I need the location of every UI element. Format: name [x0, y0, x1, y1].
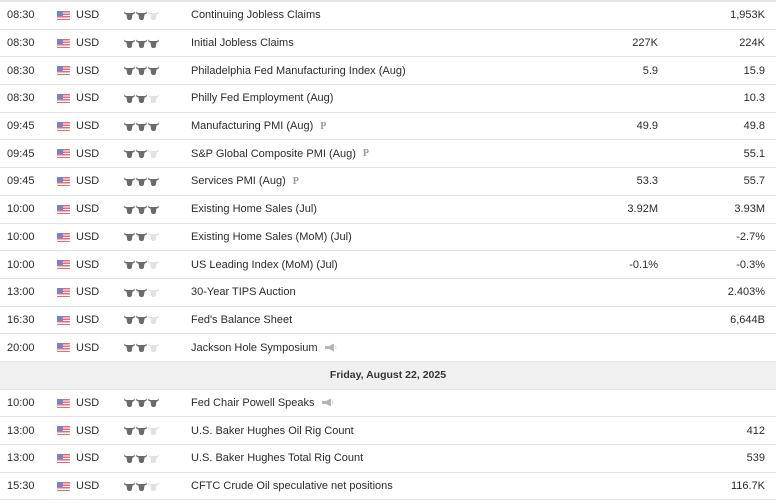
importance-rating	[124, 2, 159, 29]
event-name[interactable]: US Leading Index (MoM) (Jul)	[191, 258, 338, 271]
importance-rating	[124, 168, 159, 195]
bull-icon	[148, 343, 159, 352]
date-header-row	[0, 362, 776, 390]
event-previous: 55.7	[743, 175, 765, 188]
bull-icon	[136, 11, 147, 20]
us-flag-icon	[57, 260, 70, 269]
event-previous: 3.93M	[734, 203, 765, 216]
event-name-cell[interactable]	[191, 279, 296, 306]
event-name-cell[interactable]	[191, 196, 317, 223]
preliminary-tag-icon: P	[362, 148, 369, 160]
event-name[interactable]: Existing Home Sales (Jul)	[191, 203, 317, 216]
event-currency: USD	[76, 341, 100, 354]
bull-icon	[136, 288, 147, 297]
event-name[interactable]: Philly Fed Employment (Aug)	[191, 92, 334, 105]
event-previous: 10.3	[743, 92, 765, 105]
bull-icon	[148, 482, 159, 491]
event-row[interactable]	[0, 30, 776, 58]
event-previous: 2.403%	[727, 286, 765, 299]
event-forecast: 49.9	[636, 120, 658, 133]
event-row[interactable]	[0, 85, 776, 113]
bull-icon	[136, 39, 147, 48]
event-time: 13:00	[7, 424, 35, 437]
event-currency: USD	[76, 203, 100, 216]
bull-icon	[136, 66, 147, 75]
event-time: 08:30	[7, 37, 35, 50]
event-currency: USD	[76, 258, 100, 271]
event-previous: -2.7%	[736, 230, 765, 243]
importance-rating	[124, 113, 159, 140]
bull-icon	[124, 122, 135, 131]
event-name[interactable]: U.S. Baker Hughes Oil Rig Count	[191, 424, 354, 437]
event-name[interactable]: Existing Home Sales (MoM) (Jul)	[191, 230, 352, 243]
event-currency: USD	[76, 286, 100, 299]
event-name-cell[interactable]	[191, 2, 321, 29]
bull-icon	[148, 454, 159, 463]
bull-icon	[148, 398, 159, 407]
bull-icon	[124, 482, 135, 491]
bull-icon	[124, 11, 135, 20]
bull-icon	[136, 232, 147, 241]
event-time: 10:00	[7, 396, 35, 409]
bull-icon	[148, 232, 159, 241]
event-forecast: 227K	[632, 37, 658, 50]
importance-rating	[124, 473, 159, 500]
importance-rating	[124, 251, 159, 278]
event-row[interactable]	[0, 473, 776, 501]
event-forecast: 3.92M	[627, 203, 658, 216]
event-name-cell[interactable]	[191, 334, 338, 361]
event-name[interactable]: Fed Chair Powell Speaks	[191, 396, 315, 409]
bull-icon	[136, 149, 147, 158]
event-currency: USD	[76, 396, 100, 409]
us-flag-icon	[57, 343, 70, 352]
event-name[interactable]: Initial Jobless Claims	[191, 37, 294, 50]
importance-rating	[124, 57, 159, 84]
bull-icon	[124, 315, 135, 324]
us-flag-icon	[57, 122, 70, 131]
event-time: 20:00	[7, 341, 35, 354]
bull-icon	[124, 398, 135, 407]
bull-icon	[148, 315, 159, 324]
importance-rating	[124, 307, 159, 334]
bull-icon	[136, 343, 147, 352]
event-previous: 116.7K	[730, 480, 765, 493]
event-row[interactable]	[0, 196, 776, 224]
event-previous: 55.1	[743, 147, 765, 160]
preliminary-tag-icon: P	[320, 120, 327, 132]
bull-icon	[148, 426, 159, 435]
events-group-friday	[0, 390, 776, 501]
event-row[interactable]	[0, 224, 776, 252]
preliminary-tag-icon: P	[292, 175, 299, 187]
speech-megaphone-icon	[321, 398, 335, 407]
bull-icon	[148, 11, 159, 20]
event-name-cell[interactable]	[191, 30, 294, 57]
event-row[interactable]	[0, 57, 776, 85]
event-name[interactable]: Continuing Jobless Claims	[191, 9, 321, 22]
bull-icon	[148, 205, 159, 214]
events-group-thursday	[0, 2, 776, 362]
event-name[interactable]: 30-Year TIPS Auction	[191, 286, 296, 299]
event-currency: USD	[76, 64, 100, 77]
event-row[interactable]	[0, 251, 776, 279]
bull-icon	[148, 288, 159, 297]
event-name[interactable]: S&P Global Composite PMI (Aug)	[191, 147, 356, 160]
event-name-cell[interactable]	[191, 57, 406, 84]
event-time: 13:00	[7, 286, 35, 299]
us-flag-icon	[57, 66, 70, 75]
bull-icon	[136, 482, 147, 491]
bull-icon	[136, 205, 147, 214]
importance-rating	[124, 224, 159, 251]
event-row[interactable]	[0, 168, 776, 196]
event-time: 09:45	[7, 175, 35, 188]
date-header-label: Friday, August 22, 2025	[329, 369, 447, 382]
event-previous: 224K	[739, 37, 765, 50]
importance-rating	[124, 30, 159, 57]
event-name-cell[interactable]	[191, 140, 369, 167]
bull-icon	[148, 122, 159, 131]
bull-icon	[136, 122, 147, 131]
us-flag-icon	[57, 177, 70, 186]
event-row[interactable]	[0, 140, 776, 168]
bull-icon	[148, 39, 159, 48]
event-row[interactable]	[0, 113, 776, 141]
bull-icon	[124, 288, 135, 297]
event-forecast: 5.9	[642, 64, 658, 77]
event-name-cell[interactable]	[191, 473, 393, 500]
importance-rating	[124, 196, 159, 223]
event-name-cell[interactable]	[191, 445, 363, 472]
importance-rating	[124, 334, 159, 361]
bull-icon	[124, 149, 135, 158]
bull-icon	[148, 149, 159, 158]
bull-icon	[148, 94, 159, 103]
event-currency: USD	[76, 92, 100, 105]
bull-icon	[124, 66, 135, 75]
bull-icon	[136, 315, 147, 324]
us-flag-icon	[57, 233, 70, 242]
us-flag-icon	[57, 399, 70, 408]
us-flag-icon	[57, 149, 70, 158]
bull-icon	[136, 177, 147, 186]
event-currency: USD	[76, 313, 100, 326]
event-time: 09:45	[7, 147, 35, 160]
event-currency: USD	[76, 120, 100, 133]
bull-icon	[124, 39, 135, 48]
us-flag-icon	[57, 288, 70, 297]
event-previous: 49.8	[743, 120, 765, 133]
event-previous: -0.3%	[736, 258, 765, 271]
bull-icon	[148, 260, 159, 269]
event-previous: 412	[746, 424, 765, 437]
event-time: 08:30	[7, 64, 35, 77]
event-currency: USD	[76, 9, 100, 22]
bull-icon	[124, 343, 135, 352]
event-time: 15:30	[7, 480, 35, 493]
event-previous: 6,644B	[730, 313, 765, 326]
event-row[interactable]	[0, 279, 776, 307]
event-time: 08:30	[7, 9, 35, 22]
event-previous: 1,953K	[730, 9, 765, 22]
us-flag-icon	[57, 482, 70, 491]
importance-rating	[124, 279, 159, 306]
bull-icon	[124, 426, 135, 435]
speech-megaphone-icon	[324, 343, 338, 352]
bull-icon	[124, 454, 135, 463]
bull-icon	[136, 260, 147, 269]
event-forecast: 53.3	[636, 175, 658, 188]
event-time: 10:00	[7, 203, 35, 216]
bull-icon	[148, 177, 159, 186]
event-currency: USD	[76, 424, 100, 437]
event-name[interactable]: Fed's Balance Sheet	[191, 313, 293, 326]
event-time: 08:30	[7, 92, 35, 105]
event-row[interactable]	[0, 2, 776, 30]
importance-rating	[124, 140, 159, 167]
event-time: 13:00	[7, 452, 35, 465]
us-flag-icon	[57, 39, 70, 48]
event-currency: USD	[76, 175, 100, 188]
bull-icon	[124, 232, 135, 241]
event-row[interactable]	[0, 390, 776, 418]
bull-icon	[136, 454, 147, 463]
us-flag-icon	[57, 94, 70, 103]
event-previous: 15.9	[743, 64, 765, 77]
event-name-cell[interactable]	[191, 251, 338, 278]
event-name-cell[interactable]	[191, 168, 299, 195]
event-name[interactable]: Jackson Hole Symposium	[191, 341, 318, 354]
event-row[interactable]	[0, 307, 776, 335]
event-time: 09:45	[7, 120, 35, 133]
event-currency: USD	[76, 452, 100, 465]
event-name[interactable]: Services PMI (Aug)	[191, 175, 286, 188]
bull-icon	[124, 205, 135, 214]
event-previous: 539	[746, 452, 765, 465]
event-name[interactable]: Philadelphia Fed Manufacturing Index (Aug)	[191, 64, 406, 77]
event-name[interactable]: CFTC Crude Oil speculative net positions	[191, 480, 393, 493]
event-forecast: -0.1%	[629, 258, 658, 271]
event-currency: USD	[76, 37, 100, 50]
us-flag-icon	[57, 426, 70, 435]
event-name[interactable]: Manufacturing PMI (Aug)	[191, 120, 314, 133]
event-name-cell[interactable]	[191, 307, 292, 334]
event-time: 16:30	[7, 313, 35, 326]
event-name-cell[interactable]	[191, 390, 335, 417]
event-currency: USD	[76, 480, 100, 493]
bull-icon	[136, 426, 147, 435]
event-name-cell[interactable]	[191, 85, 333, 112]
importance-rating	[124, 390, 159, 417]
bull-icon	[124, 177, 135, 186]
event-name[interactable]: U.S. Baker Hughes Total Rig Count	[191, 452, 364, 465]
event-row[interactable]	[0, 334, 776, 362]
importance-rating	[124, 445, 159, 472]
event-name-cell[interactable]	[191, 224, 352, 251]
bull-icon	[136, 94, 147, 103]
importance-rating	[124, 417, 159, 444]
us-flag-icon	[57, 11, 70, 20]
bull-icon	[148, 66, 159, 75]
us-flag-icon	[57, 454, 70, 463]
bull-icon	[124, 94, 135, 103]
importance-rating	[124, 85, 159, 112]
event-name-cell[interactable]	[191, 417, 354, 444]
us-flag-icon	[57, 205, 70, 214]
event-row[interactable]	[0, 445, 776, 473]
bull-icon	[124, 260, 135, 269]
event-time: 10:00	[7, 258, 35, 271]
event-time: 10:00	[7, 230, 35, 243]
event-currency: USD	[76, 230, 100, 243]
bull-icon	[136, 398, 147, 407]
event-name-cell[interactable]	[191, 113, 326, 140]
event-currency: USD	[76, 147, 100, 160]
event-row[interactable]	[0, 417, 776, 445]
us-flag-icon	[57, 316, 70, 325]
